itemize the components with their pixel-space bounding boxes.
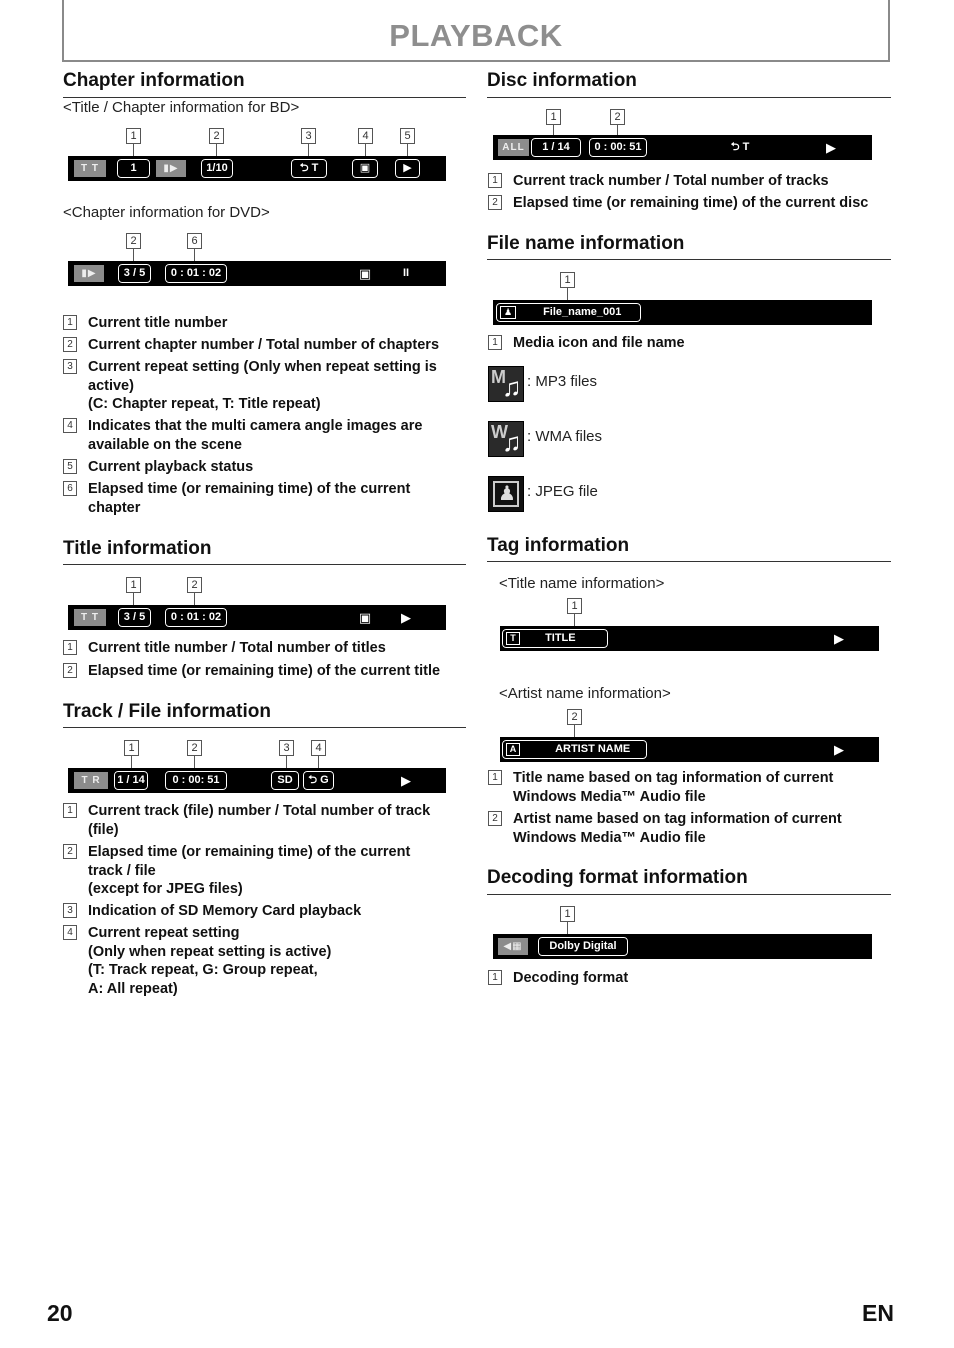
item-text: Current repeat setting [88,925,240,941]
divider [63,564,466,565]
item-number: 2 [488,195,502,210]
file-type-label: : WMA files [527,428,603,445]
item-text: (T: Track repeat, G: Group repeat, [88,962,318,978]
item-text: available on the scene [88,436,242,453]
filename-heading: File name information [487,233,685,254]
item-text: (file) [88,821,119,838]
item-text: Windows Media™ Audio file [513,788,706,805]
track-count: 1 / 14 [114,771,148,790]
item-text: Indication of SD Memory Card playback [88,903,362,919]
divider [487,259,891,260]
marker: 3 [279,740,294,756]
page-number: 20 [47,1300,73,1326]
divider [63,97,466,98]
file-name: File_name_001 [543,306,622,318]
marker: 2 [567,709,582,725]
wma-file-icon [488,421,524,457]
item-text: Artist name based on tag information of current [513,811,842,827]
artist-tag-bar [500,737,879,762]
sd-indicator: SD [271,771,299,790]
tag-heading: Tag information [487,535,630,556]
item-number: 4 [63,925,77,940]
leader-line [567,922,568,934]
divider [63,727,466,728]
item-text: Current title number [88,315,228,331]
item-number: 1 [488,970,502,985]
camera-angle-icon: ▣ [358,610,372,625]
item-number: 2 [488,811,502,826]
item-text: active) [88,377,134,394]
tr-indicator: T R [74,772,108,789]
icon-letter: M [491,367,506,387]
item-number: 1 [488,173,502,188]
banner-title: PLAYBACK [389,18,563,53]
decoding-format: Dolby Digital [538,937,628,956]
audio-icon: ◀▦ [498,938,528,955]
all-indicator: ALL [498,139,529,156]
elapsed-time: 0 : 01 : 02 [165,608,227,627]
leader-line [553,125,554,135]
play-status: ▶ [401,773,411,788]
leader-line [216,144,217,156]
repeat-setting: ⮌ T [730,141,750,153]
title-count: 3 / 5 [118,608,151,627]
repeat-setting: ⮌ T [291,159,327,178]
title-name-box [502,629,608,648]
artist-name-caption: <Artist name information> [499,685,671,702]
item-text: Current repeat setting (Only when repeat setting is [88,359,437,375]
disc-heading: Disc information [487,70,637,91]
leader-line [308,144,309,156]
elapsed-time: 0 : 00: 51 [165,771,227,790]
marker: 4 [358,128,373,144]
leader-line [574,614,575,626]
track-info-bar [68,768,446,793]
tt-indicator: T T [74,609,106,626]
item-text: chapter [88,499,141,516]
divider [487,894,891,895]
play-status: ▶ [834,631,844,646]
item-number: 2 [63,844,77,859]
marker: 1 [567,598,582,614]
artist-name-box [502,740,647,759]
marker: 1 [546,109,561,125]
leader-line [194,756,195,768]
item-number: 1 [63,803,77,818]
file-type-label: : JPEG file [527,483,598,500]
bd-caption: <Title / Chapter information for BD> [63,99,300,116]
leader-line [365,144,366,156]
decoding-heading: Decoding format information [487,867,748,888]
chapter-count: 3 / 5 [118,264,151,283]
marker: 3 [301,128,316,144]
leader-line [318,756,319,768]
item-text: Elapsed time (or remaining time) of the current [88,844,411,860]
media-icon: ♟ [500,306,516,319]
play-status: ▶ [834,742,844,757]
marker: 5 [400,128,415,144]
item-text: Decoding format [513,970,629,986]
item-text: Title name based on tag information of current [513,770,834,786]
chapter-heading: Chapter information [63,70,245,91]
pause-status: II [402,267,410,279]
play-status: ▶ [401,610,411,625]
item-number: 2 [63,337,77,352]
marker: 1 [126,128,141,144]
repeat-setting: ⮌ G [303,771,334,790]
item-text: Current title number / Total number of titles [88,640,386,656]
item-number: 5 [63,459,77,474]
leader-line [133,144,134,156]
item-text: (C: Chapter repeat, T: Title repeat) [88,396,321,412]
dvd-caption: <Chapter information for DVD> [63,204,270,221]
item-text: track / file [88,862,156,879]
marker: 2 [610,109,625,125]
mp3-file-icon [488,366,524,402]
bd-info-bar [68,156,446,181]
marker: 1 [124,740,139,756]
elapsed-time: 0 : 00: 51 [589,138,647,157]
title-name-caption: <Title name information> [499,575,665,592]
dvd-info-bar [68,261,446,286]
divider [487,561,891,562]
leader-line [194,593,195,605]
person-icon: ♟ [498,483,516,505]
title-info-bar [68,605,446,630]
item-number: 3 [63,359,77,374]
marker: 2 [187,577,202,593]
marker: 1 [126,577,141,593]
track-count: 1 / 14 [531,138,581,157]
marker: 1 [560,906,575,922]
item-text: Current track number / Total number of tracks [513,173,829,189]
item-text: Current playback status [88,459,254,475]
divider [487,97,891,98]
chapter-icon: ▮▶ [156,160,186,177]
item-text: Media icon and file name [513,335,685,351]
camera-angle-icon: ▣ [358,266,372,281]
tt-indicator: T T [74,160,106,177]
item-number: 6 [63,481,77,496]
tag-artist-icon: A [506,743,520,756]
leader-line [617,125,618,135]
title-name: TITLE [545,632,576,644]
item-number: 4 [63,418,77,433]
item-number: 1 [488,335,502,350]
title-number: 1 [117,159,150,178]
leader-line [131,756,132,768]
marker: 4 [311,740,326,756]
leader-line [133,593,134,605]
play-status: ▶ [826,140,836,155]
leader-line [194,249,195,261]
leader-line [133,249,134,261]
item-text: Elapsed time (or remaining time) of the current title [88,663,441,679]
item-number: 1 [488,770,502,785]
tag-title-icon: T [506,632,520,645]
marker: 2 [187,740,202,756]
item-number: 1 [63,315,77,330]
music-note-icon: ♫ [502,427,522,457]
music-note-icon: ♫ [502,372,522,402]
item-text: (Only when repeat setting is active) [88,943,332,960]
item-text: Current track (file) number / Total number of track [88,803,431,819]
marker: 1 [560,272,575,288]
chapter-count: 1/10 [201,159,233,178]
section-banner [62,0,890,62]
title-tag-bar [500,626,879,651]
title-info-heading: Title information [63,538,212,559]
file-type-label: : MP3 files [527,373,598,390]
item-text: A: All repeat) [88,980,178,997]
item-text: Windows Media™ Audio file [513,829,706,846]
decoding-info-bar [493,934,872,959]
item-number: 1 [63,640,77,655]
item-text: Elapsed time (or remaining time) of the current disc [513,195,869,211]
marker: 6 [187,233,202,249]
item-text: Indicates that the multi camera angle images are [88,418,423,434]
item-text: Current chapter number / Total number of chapters [88,337,440,353]
elapsed-time: 0 : 01 : 02 [165,264,227,283]
filename-info-bar [493,300,872,325]
marker: 2 [209,128,224,144]
camera-angle-icon: ▣ [352,159,378,178]
jpeg-file-icon [488,476,524,512]
chapter-icon: ▮▶ [74,265,104,282]
marker: 2 [126,233,141,249]
icon-letter: W [491,422,508,442]
item-text: Elapsed time (or remaining time) of the current [88,481,411,497]
leader-line [407,144,408,156]
leader-line [574,725,575,737]
language-code: EN [862,1300,894,1326]
leader-line [567,288,568,300]
leader-line [286,756,287,768]
item-text: (except for JPEG files) [88,881,243,897]
item-number: 2 [63,663,77,678]
file-name-box [496,303,641,322]
disc-info-bar [493,135,872,160]
artist-name: ARTIST NAME [555,743,631,755]
play-status: ▶ [395,159,420,178]
track-heading: Track / File information [63,701,271,722]
item-number: 3 [63,903,77,918]
